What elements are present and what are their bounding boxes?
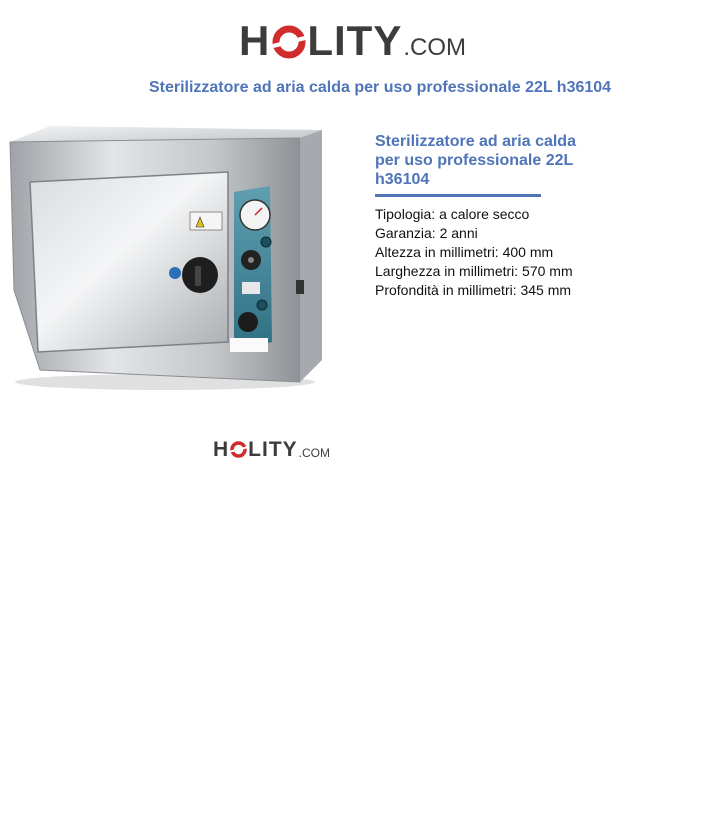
logo-text-right: LITY (307, 17, 403, 64)
page-title: Sterilizzatore ad aria calda per uso professionale 22L h36104 (148, 79, 612, 96)
spec-type: Tipologia: a calore secco (375, 206, 530, 222)
logo-small-text-left: H (213, 438, 230, 461)
product-specs (375, 205, 573, 300)
holity-logo[interactable] (239, 17, 467, 64)
logo-small-text-right: LITY (248, 438, 298, 461)
spec-width: Larghezza in millimetri: 570 mm (375, 263, 573, 279)
product-image (0, 120, 330, 395)
logo-small-tld: .COM (298, 446, 331, 460)
logo-tld: .COM (403, 34, 467, 61)
title-divider (375, 194, 541, 197)
logo-text-left: H (239, 17, 271, 64)
logo-ring-icon (272, 25, 306, 59)
hot-air-sterilizer-oven-icon (0, 120, 330, 395)
logo-small-ring-icon (230, 441, 247, 458)
spec-height: Altezza in millimetri: 400 mm (375, 244, 554, 260)
holity-logo-small[interactable] (213, 438, 330, 460)
product-title: Sterilizzatore ad aria calda per uso professionale 22L h36104 (375, 133, 576, 188)
spec-depth: Profondità in millimetri: 345 mm (375, 282, 572, 298)
spec-warranty: Garanzia: 2 anni (375, 225, 478, 241)
